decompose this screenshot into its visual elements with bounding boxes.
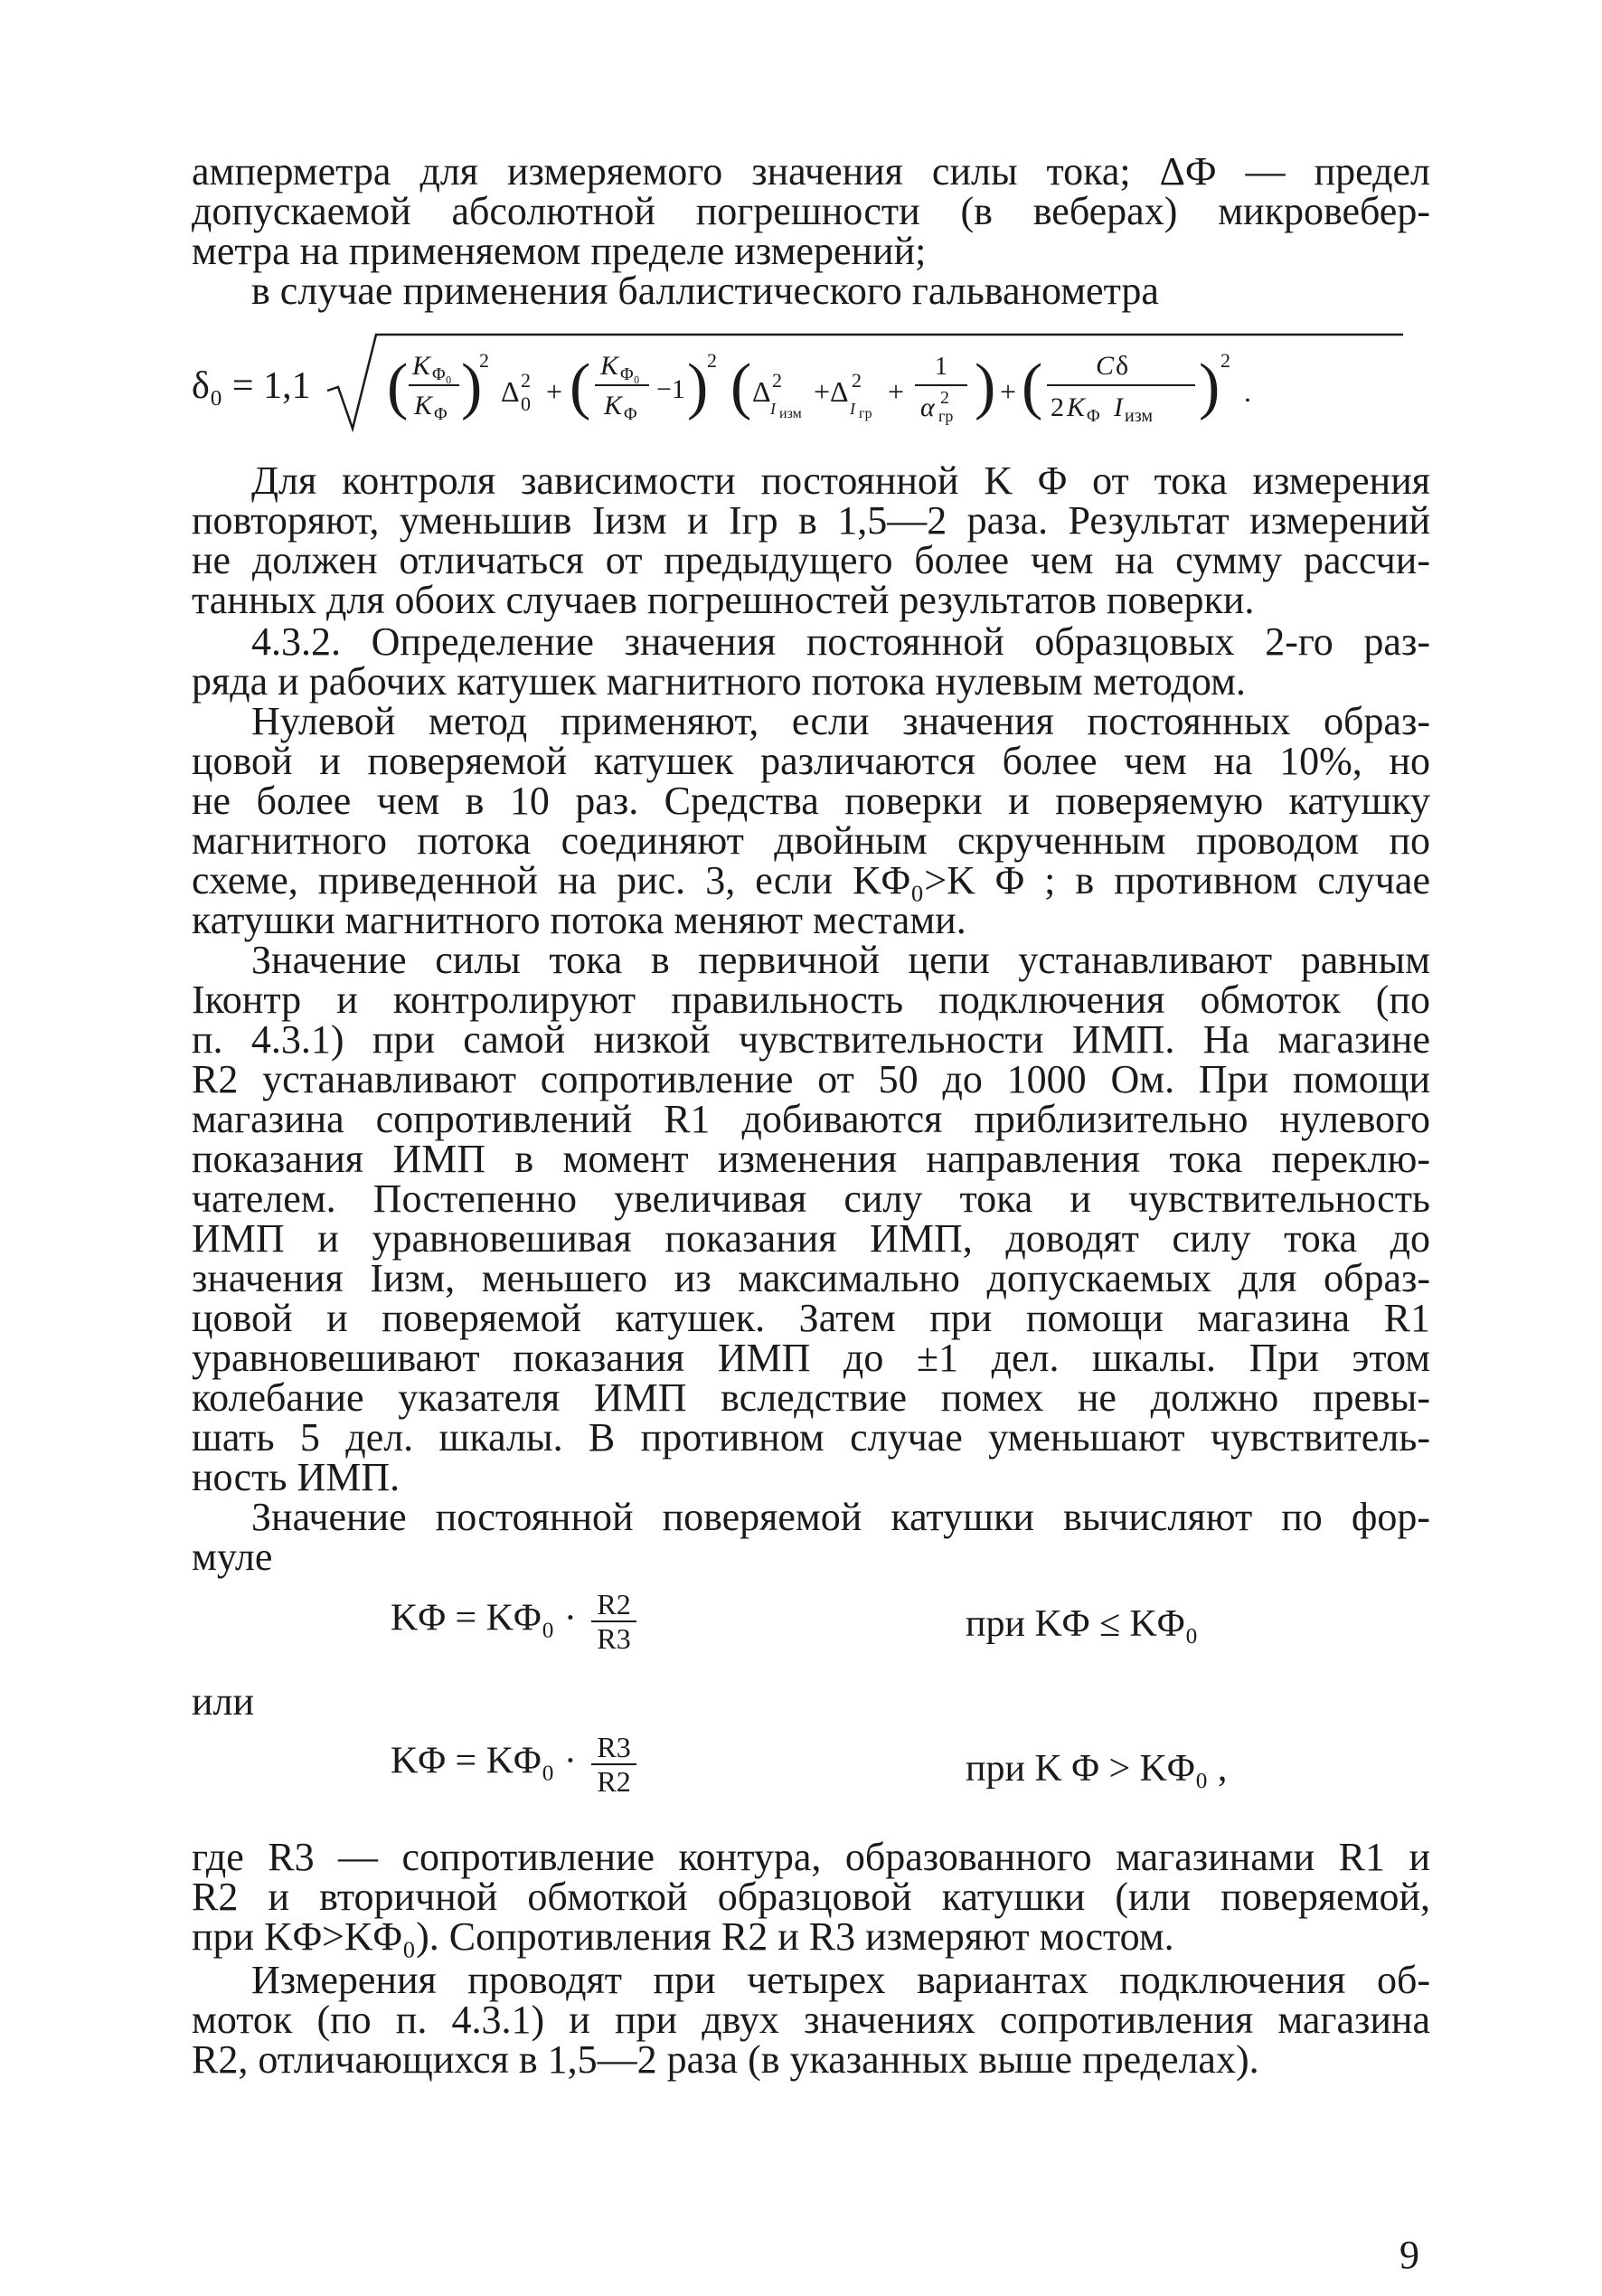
svg-text:K: K xyxy=(604,391,623,420)
formula-k-less-condition xyxy=(966,1602,1198,1646)
svg-text:): ) xyxy=(687,352,709,421)
text-line: Значение силы тока в первичной цепи устанавливают равным xyxy=(251,938,1430,982)
formula-k-greater-condition xyxy=(966,1747,1227,1791)
svg-text:I: I xyxy=(770,400,776,418)
formula-k-less xyxy=(391,1588,642,1655)
svg-text:I: I xyxy=(850,400,855,418)
svg-text:2: 2 xyxy=(521,369,531,392)
svg-text:изм: изм xyxy=(779,406,802,421)
text-line: допускаемой абсолютной погрешности (в веберах) микровебер- xyxy=(192,189,1430,233)
text-line: R2 и вторичной обмоткой образцовой катушки (или поверяемой, xyxy=(192,1875,1430,1919)
text-line: ИМП и уравновешивая показания ИМП, доводят силу тока до xyxy=(192,1216,1430,1261)
svg-text:гр: гр xyxy=(859,406,872,421)
svg-text:C: C xyxy=(1096,351,1115,381)
text-line: магазина сопротивлений R1 добиваются приблизительно нулевого xyxy=(192,1097,1430,1141)
formula-condition: при K Φ > KΦ₀ , xyxy=(966,1748,1228,1790)
text-line: R2, отличающихся в 1,5—2 раза (в указанных выше пределах). xyxy=(192,2037,1259,2082)
svg-text:(: ( xyxy=(1022,352,1043,421)
svg-text:гр: гр xyxy=(938,407,954,425)
text-line: где R3 — сопротивление контура, образованного магазинами R1 и xyxy=(192,1835,1430,1879)
text-line: Нулевой метод применяют, если значения постоянных образ- xyxy=(251,699,1430,743)
text-line: цовой и поверяемой катушек различаются более чем на 10%, но xyxy=(192,739,1430,783)
text-line: магнитного потока соединяют двойным скрученным проводом по xyxy=(192,818,1430,863)
text-line: значения Iизм, меньшего из максимально допускаемых для образ- xyxy=(192,1256,1430,1300)
svg-text:2: 2 xyxy=(479,349,489,372)
svg-text:K: K xyxy=(412,351,431,381)
text-line: амперметра для измеряемого значения силы тока; ΔФ — предел xyxy=(192,149,1430,194)
fraction-numerator: R3 xyxy=(591,1731,636,1765)
paragraph-ammeter xyxy=(192,149,1430,273)
svg-text:): ) xyxy=(975,352,996,421)
text-line: в случае применения баллистического гальванометра xyxy=(251,269,1159,313)
svg-text:+: + xyxy=(888,375,905,408)
paragraph-measurements xyxy=(192,1958,1430,2082)
text-line: Измерения проводят при четырех вариантах подключения об- xyxy=(251,1958,1430,2002)
text-line: не более чем в 10 раз. Средства поверки и поверяемую катушку xyxy=(192,779,1430,823)
text-line: колебание указателя ИМП вследствие помех не должно превы- xyxy=(192,1375,1430,1420)
svg-text:2: 2 xyxy=(772,369,782,392)
formula-delta xyxy=(192,327,1412,436)
text-line: шать 5 дел. шкалы. В противном случае уменьшают чувствитель- xyxy=(192,1415,1430,1460)
text-line: повторяют, уменьшив Iизм и Iгр в 1,5—2 раза. Результат измерений xyxy=(192,498,1430,543)
fraction-denominator: R2 xyxy=(597,1765,631,1798)
svg-text:Δ: Δ xyxy=(752,375,771,408)
svg-text:Φ₀: Φ₀ xyxy=(620,364,640,384)
text-line: цовой и поверяемой катушек. Затем при помощи магазина R1 xyxy=(192,1296,1430,1340)
text-line: чателем. Постепенно увеличивая силу тока и чувствительность xyxy=(192,1176,1430,1221)
svg-text:Φ: Φ xyxy=(1087,406,1100,426)
svg-text:+: + xyxy=(546,375,563,408)
svg-text:K: K xyxy=(600,351,619,381)
text-line: метра на применяемом пределе измерений; xyxy=(192,229,927,273)
svg-text:δ₀ = 1,1: δ₀ = 1,1 xyxy=(192,365,311,407)
text-line: не должен отличаться от предыдущего более чем на сумму рассчи- xyxy=(192,538,1430,582)
text-line: уравновешивают показания ИМП до ±1 дел. шкалы. При этом xyxy=(192,1336,1430,1380)
paragraph-current xyxy=(192,940,1430,1498)
svg-text:K: K xyxy=(414,391,433,420)
text-line: при KΦ>KΦ₀). Сопротивления R2 и R3 измеряют мостом. xyxy=(192,1914,1174,1959)
text-line: ность ИМП. xyxy=(192,1455,400,1499)
section-heading-line: ряда и рабочих катушек магнитного потока нулевым методом. xyxy=(192,659,1246,704)
svg-text:(: ( xyxy=(730,352,752,421)
paragraph-ballistic-intro xyxy=(192,271,1430,311)
text-line: моток (по п. 4.3.1) и при двух значениях сопротивления магазина xyxy=(192,1998,1430,2042)
paragraph-where xyxy=(192,1835,1430,1959)
fraction-denominator: R3 xyxy=(597,1622,631,1655)
section-heading-line: 4.3.2. Определение значения постоянной образцовых 2-го раз- xyxy=(251,619,1430,664)
text-line: показания ИМП в момент изменения направления тока переклю- xyxy=(192,1137,1430,1181)
svg-text:.: . xyxy=(1244,375,1251,408)
svg-text:2: 2 xyxy=(1051,392,1064,422)
svg-text:K: K xyxy=(1067,392,1086,422)
svg-text:δ: δ xyxy=(1116,351,1129,381)
svg-text:Φ₀: Φ₀ xyxy=(432,364,452,384)
svg-text:α: α xyxy=(920,392,935,422)
text-line: муле xyxy=(192,1535,273,1579)
text-line: R2 устанавливают сопротивление от 50 до 1000 Ом. При помощи xyxy=(192,1057,1430,1101)
paragraph-control xyxy=(192,458,1430,622)
svg-text:(: ( xyxy=(570,352,591,421)
formula-condition: при KΦ ≤ KΦ₀ xyxy=(966,1603,1199,1645)
fraction xyxy=(591,1731,636,1798)
text-line: Значение постоянной поверяемой катушки вычисляют по фор- xyxy=(251,1495,1430,1539)
page-number: 9 xyxy=(1399,2233,1419,2277)
svg-text:(: ( xyxy=(387,352,409,421)
svg-text:2: 2 xyxy=(940,388,949,408)
svg-text:Φ: Φ xyxy=(434,404,448,424)
svg-text:): ) xyxy=(1199,352,1220,421)
svg-text:−1: −1 xyxy=(656,374,685,404)
svg-text:2: 2 xyxy=(852,369,862,392)
fraction-numerator: R2 xyxy=(591,1588,636,1622)
svg-text:2: 2 xyxy=(707,349,717,372)
formula-delta-graphic xyxy=(192,327,1412,436)
svg-text:I: I xyxy=(1114,392,1123,422)
formula-lhs: KΦ = KΦ₀ · xyxy=(391,1740,577,1782)
paragraph-formula-intro xyxy=(192,1495,1430,1579)
section-4-3-2 xyxy=(192,619,1430,704)
text-line: Для контроля зависимости постоянной K Φ от тока измерения xyxy=(251,458,1430,503)
text-line: танных для обоих случаев погрешностей результатов поверки. xyxy=(192,578,1255,622)
or-line xyxy=(192,1679,1430,1724)
svg-text:изм: изм xyxy=(1125,406,1153,426)
svg-text:Φ: Φ xyxy=(624,404,637,424)
formula-k-greater xyxy=(391,1731,642,1798)
svg-text:0: 0 xyxy=(521,392,531,415)
svg-text:+: + xyxy=(1000,375,1017,408)
svg-text:1: 1 xyxy=(935,353,947,381)
fraction xyxy=(591,1588,636,1655)
svg-text:): ) xyxy=(461,352,483,421)
svg-text:2: 2 xyxy=(1220,349,1230,372)
text-line: катушки магнитного потока меняют местами. xyxy=(192,898,966,942)
formula-lhs: KΦ = KΦ₀ · xyxy=(391,1597,577,1639)
or-word: или xyxy=(192,1679,255,1724)
text-line: п. 4.3.1) при самой низкой чувствительности ИМП. На магазине xyxy=(192,1017,1430,1062)
svg-text:Δ: Δ xyxy=(501,375,520,408)
svg-text:+Δ: +Δ xyxy=(814,375,849,408)
text-line: схеме, приведенной на рис. 3, если KΦ₀>K Φ ; в противном случае xyxy=(192,858,1430,902)
text-line: Iконтр и контролируют правильность подключения обмоток (по xyxy=(192,978,1430,1022)
paragraph-null-method xyxy=(192,699,1430,942)
